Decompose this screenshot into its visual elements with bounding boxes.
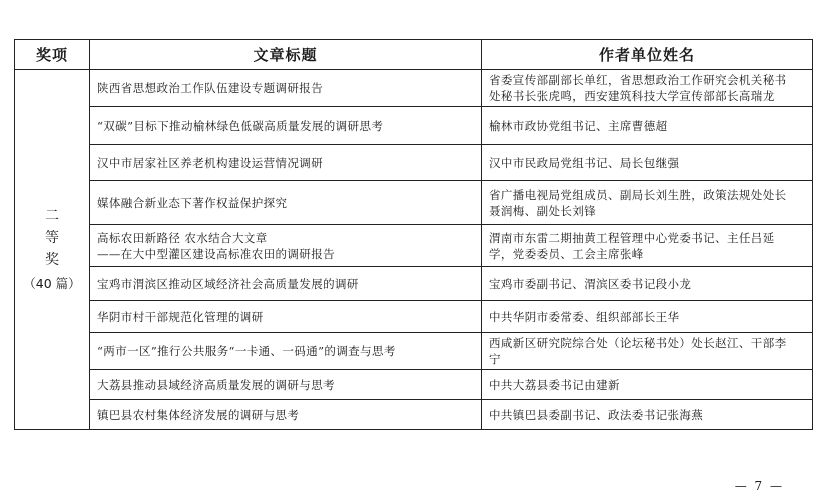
- table-row: [15, 181, 813, 225]
- table-row: [15, 400, 813, 430]
- article-title-line: 宝鸡市渭滨区推动区域经济社会高质量发展的调研: [97, 276, 359, 291]
- table-body: [15, 70, 813, 430]
- article-title-line: 大荔县推动县域经济高质量发展的调研与思考: [97, 377, 335, 392]
- author-cell: [482, 145, 813, 181]
- award-count: （40 篇）: [23, 275, 81, 291]
- author-line: 中共华阴市委常委、组织部部长王华: [489, 309, 680, 324]
- table-row: [15, 333, 813, 370]
- article-title-cell: [90, 107, 482, 145]
- article-title-line: 高标农田新路径 农水结合大文章: [97, 230, 268, 245]
- award-level-char: 奖: [45, 251, 59, 268]
- awards-table-container: [14, 39, 812, 430]
- article-title-cell: [90, 267, 482, 301]
- table-row: [15, 370, 813, 400]
- author-line: 学，党委委员、工会主席张峰: [489, 246, 644, 261]
- author-line: 省委宣传部副部长单红，省思想政治工作研究会机关秘书: [489, 73, 787, 87]
- table-row: [15, 267, 813, 301]
- article-title-cell: [90, 301, 482, 333]
- article-title-cell: [90, 225, 482, 267]
- table-header-row: [15, 40, 813, 70]
- author-line: 处秘书长张虎鸣，西安建筑科技大学宣传部部长高瑞龙: [489, 89, 775, 103]
- author-cell: [482, 333, 813, 370]
- award-level-char: 等: [45, 229, 59, 246]
- author-line: 西咸新区研究院综合处（论坛秘书处）处长赵江、干部李: [489, 336, 787, 350]
- author-line: 中共镇巴县委副书记、政法委书记张海燕: [489, 407, 704, 422]
- author-cell: [482, 267, 813, 301]
- author-line: 渭南市东雷二期抽黄工程管理中心党委书记、主任吕延: [489, 230, 775, 245]
- author-line: 中共大荔县委书记由建新: [489, 377, 620, 392]
- article-title-line: 华阴市村干部规范化管理的调研: [97, 309, 264, 324]
- article-title-line: 媒体融合新业态下著作权益保护探究: [97, 195, 288, 210]
- article-title-line: 汉中市居家社区养老机构建设运营情况调研: [97, 155, 324, 170]
- article-title-cell: [90, 181, 482, 225]
- author-cell: [482, 370, 813, 400]
- article-title-line: 陕西省思想政治工作队伍建设专题调研报告: [97, 81, 324, 95]
- header-author: 作者单位姓名: [482, 40, 813, 70]
- author-line: 省广播电视局党组成员、副局长刘生胜，政策法规处处长: [489, 187, 787, 202]
- author-cell: [482, 225, 813, 267]
- author-cell: [482, 70, 813, 107]
- article-title-cell: [90, 333, 482, 370]
- author-line: 宁: [489, 352, 501, 366]
- awards-table: [14, 39, 813, 430]
- author-line: 榆林市政协党组书记、主席曹德超: [489, 118, 668, 133]
- article-title-cell: [90, 145, 482, 181]
- header-award: 奖项: [15, 40, 90, 70]
- award-level-char: 二: [45, 207, 59, 224]
- author-line: 汉中市民政局党组书记、局长包继强: [489, 155, 680, 170]
- page-number: — 7 —: [734, 479, 784, 493]
- article-title-line: 镇巴县农村集体经济发展的调研与思考: [97, 407, 300, 422]
- article-title-cell: [90, 400, 482, 430]
- author-cell: [482, 107, 813, 145]
- table-row: [15, 107, 813, 145]
- author-line: 聂润梅、副处长刘锋: [489, 203, 597, 218]
- author-cell: [482, 181, 813, 225]
- award-level-cell: [15, 70, 90, 430]
- author-line: 宝鸡市委副书记、渭滨区委书记段小龙: [489, 276, 692, 291]
- author-cell: [482, 400, 813, 430]
- article-title-line: ——在大中型灌区建设高标准农田的调研报告: [97, 246, 335, 261]
- article-title-line: “两市一区”推行公共服务“一卡通、一码通”的调查与思考: [97, 344, 396, 358]
- author-cell: [482, 301, 813, 333]
- table-row: [15, 301, 813, 333]
- article-title-cell: [90, 370, 482, 400]
- table-row: [15, 225, 813, 267]
- table-row: [15, 145, 813, 181]
- header-title: 文章标题: [90, 40, 482, 70]
- table-row: [15, 70, 813, 107]
- article-title-line: “双碳”目标下推动榆林绿色低碳高质量发展的调研思考: [97, 118, 384, 133]
- article-title-cell: [90, 70, 482, 107]
